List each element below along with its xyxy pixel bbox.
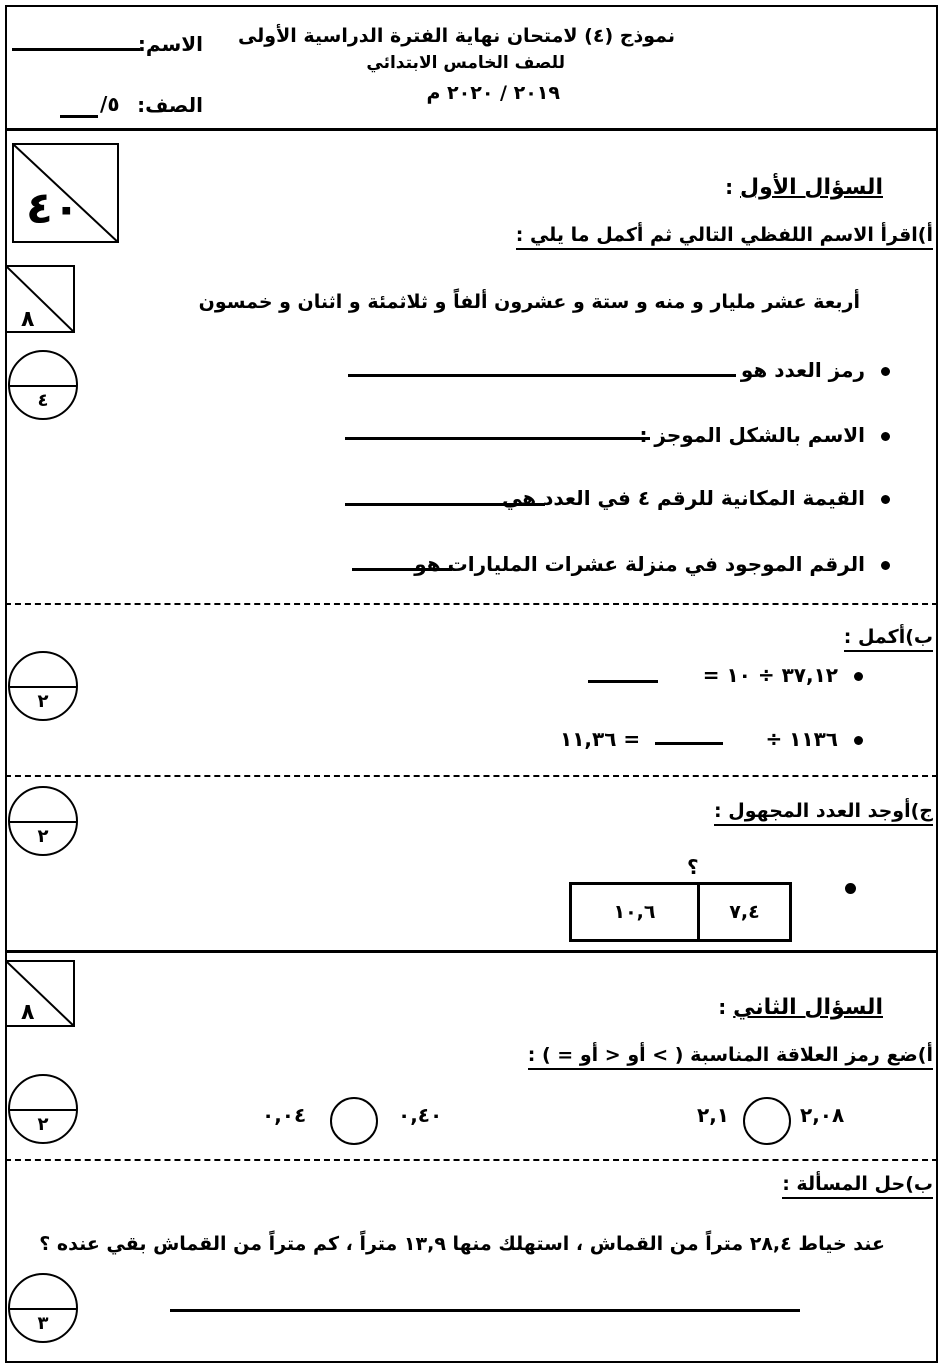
- q1a-instruction: [516, 224, 933, 246]
- q1a-score-value: ٤: [37, 390, 49, 411]
- compare-2-right: ٠,٤٠: [398, 1103, 443, 1127]
- q1-title: السؤال الأول :: [725, 175, 883, 200]
- list-item: [741, 358, 890, 382]
- total-score-box: [12, 143, 119, 243]
- exam-title: نموذج (٤) لامتحان نهاية الفترة الدراسية الأولى: [237, 25, 675, 47]
- list-item: [502, 486, 890, 510]
- q1c-label: ج): [910, 800, 933, 822]
- class-field[interactable]: [60, 115, 98, 118]
- unknown-cell: ١٠,٦: [572, 885, 700, 939]
- section-divider: [5, 1159, 938, 1161]
- q1c-score-value: ٢: [37, 826, 49, 847]
- q2b-instruction-text: حل المسألة :: [782, 1173, 906, 1195]
- answer-blank[interactable]: [345, 437, 650, 440]
- question-divider: [5, 950, 938, 953]
- q1a-label: أ): [917, 224, 933, 246]
- answer-blank[interactable]: [170, 1309, 800, 1312]
- list-item-text: الاسم بالشكل الموجز :: [639, 423, 865, 447]
- q2-section-score-value: ٨: [21, 1000, 35, 1025]
- q2a-instruction: [528, 1044, 933, 1066]
- q1c-score-circle: [8, 786, 78, 856]
- q2b-score-circle: [8, 1273, 78, 1343]
- equation-2-blank[interactable]: [655, 742, 723, 745]
- compare-1-right: ٢,٠٨: [800, 1103, 845, 1127]
- grade-title: للصف الخامس الابتدائي: [366, 53, 565, 73]
- class-value: ٥/: [100, 92, 120, 116]
- q1b-score-circle: [8, 651, 78, 721]
- answer-blank[interactable]: [352, 568, 452, 571]
- q1-title-text: السؤال الأول: [740, 175, 883, 200]
- answer-blank[interactable]: [348, 374, 736, 377]
- q1c-instruction-text: أوجد العدد المجهول :: [714, 800, 911, 822]
- q2-title: السؤال الثاني :: [718, 995, 883, 1020]
- q1b-score-value: ٢: [37, 691, 49, 712]
- bullet-dot: [881, 561, 890, 570]
- q2a-instruction-text: ضع رمز العلاقة المناسبة ( > أو < أو = ) :: [527, 1044, 918, 1066]
- q2a-label: أ): [917, 1044, 933, 1066]
- name-label: الاسم:: [137, 32, 203, 56]
- q1b-instruction: [844, 626, 933, 648]
- q1-section-score-value: ٨: [21, 307, 35, 332]
- equation-1-blank[interactable]: [588, 680, 658, 683]
- number-bar: [569, 882, 792, 942]
- name-field[interactable]: [12, 48, 140, 51]
- q1b-label: ب): [905, 626, 933, 648]
- q1c-instruction: [714, 800, 933, 822]
- equation-2-result: = ١١,٣٦: [560, 727, 641, 751]
- list-item: [639, 423, 890, 447]
- bullet-dot: [854, 672, 863, 681]
- unknown-marker: ؟: [687, 855, 699, 879]
- bullet-dot: [881, 495, 890, 504]
- total-score-value: ٤٠: [26, 183, 80, 234]
- equation-1-text: ٣٧,١٢ ÷ ١٠ =: [702, 663, 838, 687]
- q1-section-score-box: [5, 265, 75, 333]
- list-item-text: رمز العدد هو: [740, 358, 865, 382]
- known-cell: ٧,٤: [729, 901, 760, 923]
- bullet-dot: [845, 883, 856, 894]
- q1a-instruction-text: اقرأ الاسم اللفظي التالي ثم أكمل ما يلي :: [515, 224, 918, 246]
- q2b-label: ب): [905, 1173, 933, 1195]
- list-item: [414, 552, 890, 576]
- q2-title-text: السؤال الثاني: [733, 995, 883, 1020]
- q2-section-score-diagonal: [7, 962, 75, 1027]
- compare-1-circle[interactable]: [743, 1097, 791, 1145]
- class-label: الصف:: [137, 93, 203, 117]
- bullet-dot: [854, 736, 863, 745]
- equation-2: [765, 727, 863, 751]
- compare-1-left: ٢,١: [697, 1103, 730, 1127]
- q1a-score-circle: [8, 350, 78, 420]
- answer-blank[interactable]: [345, 503, 545, 506]
- q2-section-score-box: [5, 960, 75, 1027]
- equation-2-text: ١١٣٦ ÷: [765, 727, 838, 751]
- q1-section-score-diagonal: [7, 267, 75, 333]
- bullet-dot: [881, 432, 890, 441]
- q2a-score-circle: [8, 1074, 78, 1144]
- q2b-instruction: [782, 1173, 933, 1195]
- compare-2-circle[interactable]: [330, 1097, 378, 1145]
- word-problem: عند خياط ٢٨,٤ متراً من القماش ، استهلك منها ١٣,٩ متراً ، كم متراً من القماش بقي عنده ؟: [39, 1233, 885, 1255]
- equation-1: [703, 663, 863, 687]
- section-divider: [5, 775, 938, 777]
- q1b-instruction-text: أكمل :: [843, 626, 906, 648]
- section-divider: [5, 603, 938, 605]
- list-item-text: الرقم الموجود في منزلة عشرات المليارات هو: [414, 552, 865, 576]
- compare-2-left: ٠,٠٤: [262, 1103, 307, 1127]
- bullet-dot: [881, 367, 890, 376]
- header-divider: [5, 128, 938, 131]
- list-item-text: القيمة المكانية للرقم ٤ في العدد هي: [502, 486, 865, 510]
- q2a-score-value: ٢: [37, 1114, 49, 1135]
- number-in-words: أربعة عشر مليار و منه و ستة و عشرون ألفاً و ثلاثمئة و اثنان و خمسون: [198, 291, 860, 313]
- school-year: ٢٠١٩ / ٢٠٢٠ م: [426, 82, 560, 104]
- q2b-score-value: ٣: [37, 1313, 49, 1334]
